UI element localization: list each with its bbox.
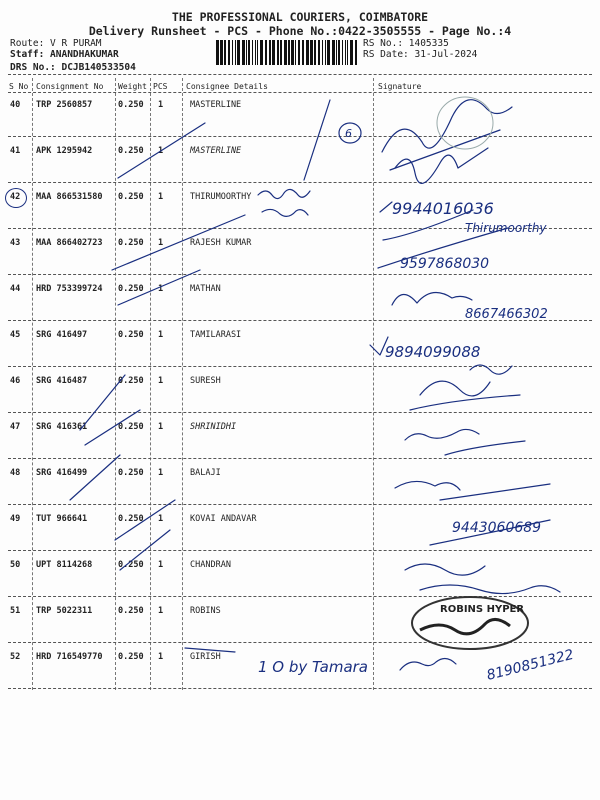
row-consignee: MASTERLINE [190, 146, 242, 156]
row-sno: 44 [10, 284, 21, 294]
phone-row-43: 9597868030 [400, 256, 490, 272]
row-weight: 0.250 [118, 146, 144, 156]
row-consignment-no: MAA 866402723 [36, 238, 103, 248]
row-consignment-no: HRD 716549770 [36, 652, 103, 662]
row-sno: 50 [10, 560, 21, 570]
pen-stroke [80, 375, 125, 430]
row-weight: 0.250 [118, 100, 144, 110]
row-sno: 51 [10, 606, 21, 616]
row-consignment-no: SRG 416497 [36, 330, 88, 340]
row-pcs: 1 [158, 560, 164, 570]
row-pcs: 1 [158, 468, 164, 478]
signature-row-46 [410, 365, 520, 410]
row-consignee: MASTERLINE [190, 100, 242, 110]
row-pcs: 1 [158, 514, 164, 524]
row-pcs: 1 [158, 284, 164, 294]
col-weight: Weight [118, 82, 147, 91]
row-sno: 49 [10, 514, 21, 524]
row-consignee: BALAJI [190, 468, 221, 478]
pen-stroke [115, 500, 175, 540]
phone-row-45: 9894099088 [385, 343, 481, 361]
runsheet-subtitle: Delivery Runsheet - PCS - Phone No.:0422-3505555 - Page No.:4 [88, 24, 512, 38]
row-consignee: RAJESH KUMAR [190, 238, 252, 248]
rs-date: RS Date: 31-Jul-2024 [363, 49, 478, 60]
row-consignment-no: MAA 866531580 [36, 192, 103, 202]
pen-stroke [70, 455, 120, 500]
note-row-52: 1 O by Tamara [258, 658, 368, 676]
row-sno: 42 [10, 192, 21, 202]
row-consignee: THIRUMOORTHY [190, 192, 252, 202]
row-consignment-no: HRD 753399724 [36, 284, 103, 294]
col-sno: S No [9, 82, 29, 91]
tick-mark [380, 202, 392, 212]
row-sno: 46 [10, 376, 21, 386]
row-consignee: GIRISH [190, 652, 221, 662]
col-consignment: Consignment No [36, 82, 104, 91]
row-weight: 0.250 [118, 284, 144, 294]
row-sno: 45 [10, 330, 21, 340]
row-pcs: 1 [158, 330, 164, 340]
rs-number: RS No.: 1405335 [363, 38, 449, 49]
row-weight: 0.250 [118, 514, 144, 524]
row-consignment-no: SRG 416487 [36, 376, 88, 386]
row-sno: 52 [10, 652, 21, 662]
pen-stroke [304, 100, 330, 180]
phone-row-52: 8190851322 [485, 646, 576, 684]
row-consignee: ROBINS [190, 606, 221, 616]
row-weight: 0.250 [118, 422, 144, 432]
signature-row-50 [405, 564, 560, 594]
row-pcs: 1 [158, 100, 164, 110]
row-consignment-no: TUT 966641 [36, 514, 88, 524]
row-weight: 0.250 [118, 560, 144, 570]
row-consignee: KOVAI ANDAVAR [190, 514, 257, 524]
row-weight: 0.250 [118, 330, 144, 340]
tamil-scribble [258, 189, 310, 216]
row-consignee: SHRINIDHI [190, 422, 237, 432]
signature-row-52 [400, 658, 456, 670]
row-consignment-no: UPT 8114268 [36, 560, 93, 570]
row-weight: 0.250 [118, 468, 144, 478]
signature-row-44 [392, 293, 472, 305]
row-pcs: 1 [158, 192, 164, 202]
signature-row-40 [382, 100, 512, 170]
col-signature: Signature [378, 82, 422, 91]
signature-row-41 [395, 148, 488, 183]
phone-row-42: 9944016036 [392, 199, 494, 218]
row-consignment-no: TRP 5022311 [36, 606, 93, 616]
row-sno: 48 [10, 468, 21, 478]
pen-stroke [118, 123, 205, 178]
staff-label: Staff: ANANDHAKUMAR [10, 49, 119, 60]
row-pcs: 1 [158, 652, 164, 662]
row-weight: 0.250 [118, 652, 144, 662]
pen-stroke [118, 270, 200, 305]
row-pcs: 1 [158, 238, 164, 248]
row-pcs: 1 [158, 146, 164, 156]
route-label: Route: V R PURAM [10, 38, 102, 49]
row-consignment-no: SRG 416361 [36, 422, 88, 432]
svg-text:6: 6 [345, 127, 352, 140]
col-consignee: Consignee Details [186, 82, 268, 91]
row-consignee: CHANDRAN [190, 560, 231, 570]
row-consignment-no: TRP 2560857 [36, 100, 93, 110]
row-consignee: TAMILARASI [190, 330, 242, 340]
row-sno: 41 [10, 146, 21, 156]
drs-number: DRS No.: DCJB140533504 [10, 62, 136, 73]
signature-row-47 [405, 429, 525, 455]
col-pcs: PCS [153, 82, 168, 91]
name-row-42: Thirumoorthy [465, 221, 547, 235]
row-pcs: 1 [158, 376, 164, 386]
row-weight: 0.250 [118, 606, 144, 616]
row-weight: 0.250 [118, 238, 144, 248]
phone-row-49: 9443060689 [452, 520, 542, 536]
pen-stroke [120, 530, 170, 570]
row-pcs: 1 [158, 422, 164, 432]
pen-stroke [112, 215, 245, 270]
row-consignment-no: SRG 416499 [36, 468, 88, 478]
strike-through [185, 648, 235, 652]
signature-row-48 [395, 481, 550, 500]
row-sno: 40 [10, 100, 21, 110]
row-weight: 0.250 [118, 192, 144, 202]
row-sno: 47 [10, 422, 21, 432]
row-consignee: MATHAN [190, 284, 221, 294]
row-pcs: 1 [158, 606, 164, 616]
row-consignee: SURESH [190, 376, 221, 386]
row-sno: 43 [10, 238, 21, 248]
stamp-text: ROBINS HYPER [440, 604, 525, 615]
row-weight: 0.250 [118, 376, 144, 386]
faint-stamp [437, 97, 493, 149]
phone-row-44: 8667466302 [465, 307, 548, 322]
pen-stroke [85, 410, 140, 445]
company-title: THE PROFESSIONAL COURIERS, COIMBATORE [171, 10, 429, 24]
row-consignment-no: APK 1295942 [36, 146, 93, 156]
